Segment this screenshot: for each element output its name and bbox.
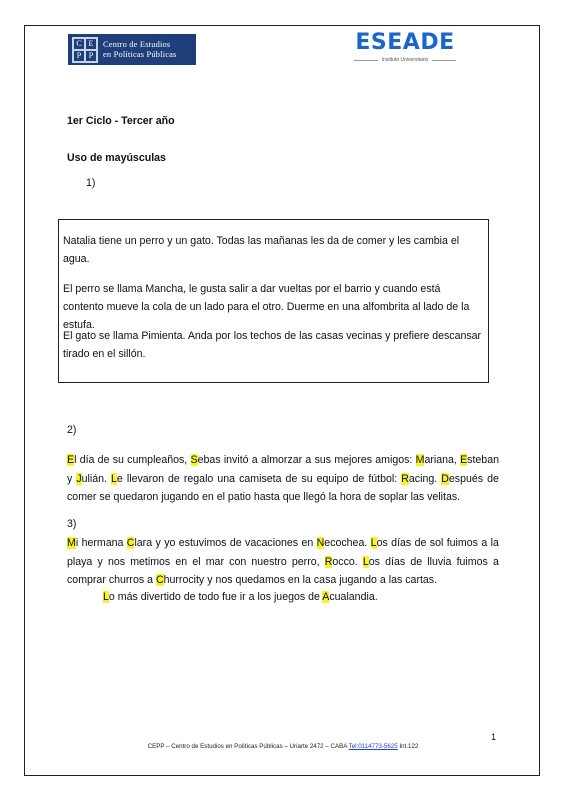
cepp-initial: E <box>85 38 97 50</box>
footer-address: CEPP – Centro de Estudios en Políticas Públicas – Uriarte 2472 – CABA <box>147 743 347 750</box>
exercise-3-paragraph: Mi hermana Clara y yo estuvimos de vacaciones en Necochea. Los días de sol fuimos a la playa y nos metimos en el mar con nuestro perro, Rocco. Los días de lluvia fuimos a comprar churros a Churrocity y nos quedamos en la casa jugando a las cartas. <box>67 537 499 586</box>
highlighted-capital: S <box>190 454 198 466</box>
exercise-1-paragraph: El gato se llama Pimienta. Anda por los techos de las casas vecinas y prefiere descansar tirado en el sillón. <box>63 330 482 360</box>
highlighted-capital: E <box>460 454 468 466</box>
footer <box>0 743 566 750</box>
highlighted-capital: D <box>441 472 449 485</box>
tagline-rule-right <box>432 60 456 61</box>
footer-extension: Int.122 <box>399 743 419 750</box>
cepp-initials-grid <box>72 37 98 63</box>
cepp-initial: P <box>73 50 85 62</box>
cepp-logo-line1: Centro de Estudios <box>103 39 171 49</box>
highlighted-capital: L <box>370 537 377 549</box>
highlighted-capital: N <box>316 537 325 549</box>
eseade-logo-name: ESEADE <box>355 30 455 55</box>
exercise-2-paragraph: El día de su cumpleaños, Sebas invitó a almorzar a sus mejores amigos: Mariana, Esteban y Julián. Le llevaron de regalo una camiseta de su equipo de fútbol: Racing. Después de comer se quedaron jugando en el patio hasta que llegó la hora de soplar las velitas. <box>67 454 499 503</box>
cepp-initial: P <box>85 50 97 62</box>
highlighted-capital: L <box>362 555 369 568</box>
tagline-rule-left <box>354 60 378 61</box>
highlighted-capital: J <box>76 472 82 485</box>
highlighted-capital: R <box>324 555 333 568</box>
eseade-logo-tagline-row <box>350 57 460 63</box>
cepp-logo-line2: en Políticas Públicas <box>103 49 177 59</box>
highlighted-capital: E <box>67 454 75 466</box>
highlighted-capital: C <box>126 537 135 549</box>
exercise-3-last-line: Lo más divertido de todo fue ir a los juegos de Acualandia. <box>103 591 378 603</box>
exercise-1-number: 1) <box>86 177 96 189</box>
cepp-logo-text <box>103 40 177 60</box>
page-number: 1 <box>491 732 497 742</box>
topic-heading: Uso de mayúsculas <box>67 152 166 164</box>
page-border <box>24 25 540 776</box>
exercise-2-number: 2) <box>67 424 77 436</box>
eseade-logo <box>350 30 460 63</box>
cepp-logo <box>68 34 196 65</box>
footer-phone-link[interactable]: Tel:0114773-5625 <box>348 743 398 750</box>
exercise-3-number: 3) <box>67 518 77 530</box>
highlighted-capital: R <box>401 472 409 485</box>
exercise-1-paragraph: El perro se llama Mancha, le gusta salir a dar vueltas por el barrio y cuando está contento mueve la cola de un lado para el otro. Duerme en una alfombrita al lado de la estufa. <box>63 283 470 331</box>
eseade-logo-tagline: Instituto Universitario <box>381 57 429 63</box>
highlighted-capital: A <box>322 591 330 603</box>
highlighted-capital: L <box>103 591 109 603</box>
cepp-initial: C <box>73 38 85 50</box>
exercise-1-paragraph: Natalia tiene un perro y un gato. Todas las mañanas les da de comer y les cambia el agua. <box>63 235 460 265</box>
cycle-heading: 1er Ciclo - Tercer año <box>67 115 175 127</box>
highlighted-capital: M <box>415 454 425 466</box>
highlighted-capital: L <box>111 472 117 485</box>
highlighted-capital: M <box>67 537 76 549</box>
highlighted-capital: C <box>155 574 164 586</box>
